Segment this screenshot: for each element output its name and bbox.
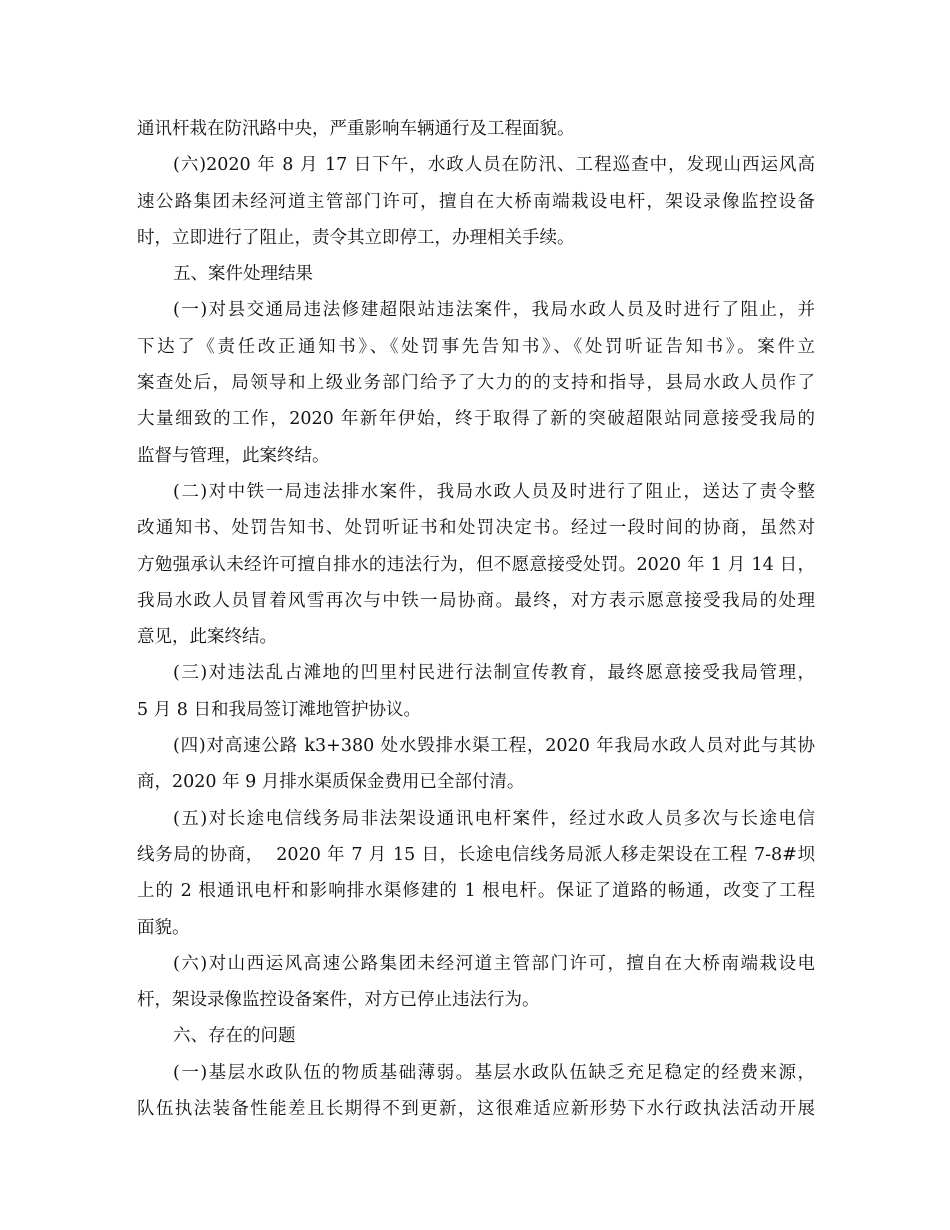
text-line: 上的 2 根通讯电杆和影响排水渠修建的 1 根电杆。保证了道路的畅通，改变了工程 bbox=[137, 881, 815, 902]
section-heading: 六、存在的问题 bbox=[173, 1026, 296, 1047]
paragraph-first-line: (六)2020 年 8 月 17 日下午，水政人员在防汛、工程巡查中，发现山西运风高 bbox=[173, 155, 815, 176]
text-line: 5 月 8 日和我局签订滩地管护协议。 bbox=[137, 699, 421, 720]
document-body bbox=[137, 111, 815, 1127]
text-line: 杆，架设录像监控设备案件，对方已停止违法行为。 bbox=[137, 990, 540, 1011]
text-line: 面貌。 bbox=[137, 917, 190, 938]
text-line: 队伍执法装备性能差且长期得不到更新，这很难适应新形势下水行政执法活动开展 bbox=[137, 1099, 815, 1120]
paragraph-first-line: (二)对中铁一局违法排水案件，我局水政人员及时进行了阻止，送达了责令整 bbox=[173, 481, 815, 502]
paragraph-first-line: (五)对长途电信线务局非法架设通讯电杆案件，经过水政人员多次与长途电信 bbox=[173, 808, 815, 829]
text-line: 意见，此案终结。 bbox=[137, 627, 277, 648]
text-line: 通讯杆栽在防汛路中央，严重影响车辆通行及工程面貌。 bbox=[137, 119, 575, 139]
paragraph-first-line: (六)对山西运风高速公路集团未经河道主管部门许可，擅自在大桥南端栽设电 bbox=[173, 953, 815, 974]
paragraph-first-line: (一)对县交通局违法修建超限站违法案件，我局水政人员及时进行了阻止，并 bbox=[173, 300, 815, 321]
text-line: 线务局的协商， 2020 年 7 月 15 日，长途电信线务局派人移走架设在工程 7-8#坝 bbox=[137, 844, 815, 865]
text-line: 商，2020 年 9 月排水渠质保金费用已全部付清。 bbox=[137, 772, 525, 793]
text-line: 方勉强承认未经许可擅自排水的违法行为，但不愿意接受处罚。2020 年 1 月 14 日， bbox=[137, 554, 815, 575]
text-line: 速公路集团未经河道主管部门许可，擅自在大桥南端栽设电杆，架设录像监控设备 bbox=[137, 191, 815, 212]
text-line: 案查处后，局领导和上级业务部门给予了大力的的支持和指导，县局水政人员作了 bbox=[137, 373, 815, 394]
text-line: 下达了《责任改正通知书》、《处罚事先告知书》、《处罚听证告知书》。案件立 bbox=[137, 336, 815, 357]
paragraph-first-line: (四)对高速公路 k3+380 处水毁排水渠工程，2020 年我局水政人员对此与其协 bbox=[173, 736, 815, 757]
text-line: 我局水政人员冒着风雪再次与中铁一局协商。最终，对方表示愿意接受我局的处理 bbox=[137, 590, 815, 611]
text-line: 改通知书、处罚告知书、处罚听证书和处罚决定书。经过一段时间的协商，虽然对 bbox=[137, 518, 815, 539]
text-line: 监督与管理，此案终结。 bbox=[137, 445, 330, 466]
section-heading: 五、案件处理结果 bbox=[173, 264, 313, 285]
text-line: 时，立即进行了阻止，责令其立即停工，办理相关手续。 bbox=[137, 227, 575, 248]
paragraph-first-line: (三)对违法乱占滩地的凹里村民进行法制宣传教育，最终愿意接受我局管理， bbox=[173, 663, 815, 684]
paragraph-first-line: (一)基层水政队伍的物质基础薄弱。基层水政队伍缺乏充足稳定的经费来源， bbox=[173, 1062, 815, 1083]
text-line: 大量细致的工作，2020 年新年伊始，终于取得了新的突破超限站同意接受我局的 bbox=[137, 409, 815, 430]
